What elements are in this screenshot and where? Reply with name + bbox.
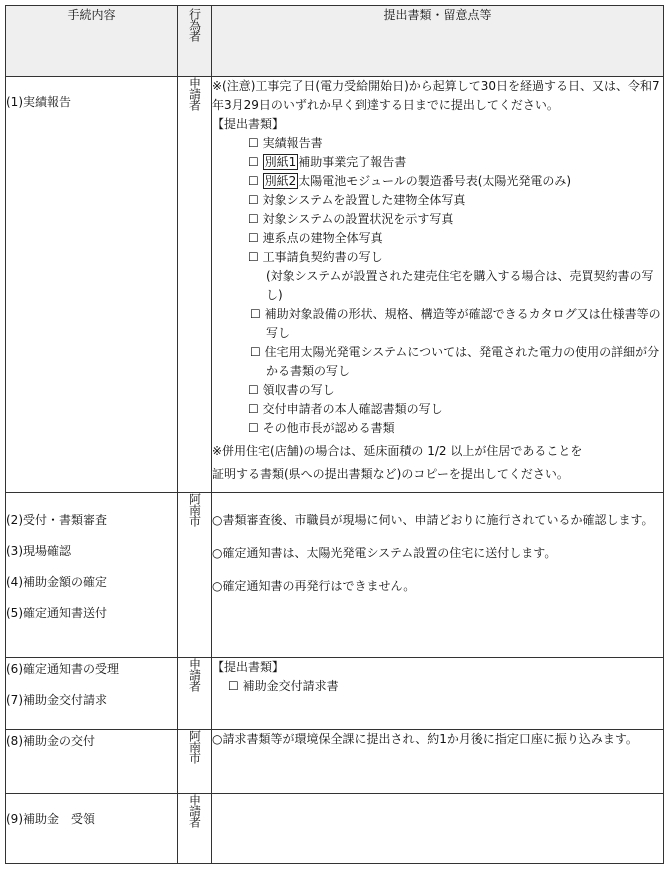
procedure-cell xyxy=(6,794,178,864)
doc-item: ☐ 対象システムを設置した建物全体写真 xyxy=(248,193,466,207)
table-row xyxy=(6,794,664,864)
doc-item: ☐ 住宅用太陽光発電システムについては、発電された電力の使用の詳細が分かる書類の写し xyxy=(250,345,660,378)
actor-cell xyxy=(178,493,212,658)
docs-heading: 【提出書類】 xyxy=(212,117,285,131)
procedure-cell xyxy=(6,77,178,493)
step-label: (8)補助金の交付 xyxy=(6,734,95,748)
step-label: (7)補助金交付請求 xyxy=(6,693,107,707)
actor-label: 阿南市 xyxy=(187,730,202,763)
table-row xyxy=(6,658,664,730)
actor-cell xyxy=(178,77,212,493)
doc-item: ☐ 実績報告書 xyxy=(248,136,323,150)
notice-note: ○確定通知書は、太陽光発電システム設置の住宅に送付します。 xyxy=(212,546,557,560)
documents-cell xyxy=(212,493,664,658)
documents-cell xyxy=(212,658,664,730)
step-label: (4)補助金額の確定 xyxy=(6,575,107,589)
actor-cell xyxy=(178,794,212,864)
actor-label: 申請者 xyxy=(187,794,202,827)
step-label: (9)補助金 受領 xyxy=(6,812,95,826)
step-label: (1)実績報告 xyxy=(6,95,71,109)
actor-label: 申請者 xyxy=(187,77,202,110)
doc-item: ☐ 対象システムの設置状況を示す写真 xyxy=(248,212,454,226)
table-header-row xyxy=(6,6,664,77)
step-label: (3)現場確認 xyxy=(6,544,71,558)
table-row xyxy=(6,77,664,493)
header-actor-text: 行為者 xyxy=(187,8,202,41)
doc-item: ☐ 別紙2 太陽電池モジュールの製造番号表(太陽光発電のみ) xyxy=(248,174,572,188)
header-documents: 提出書類・留意点等 xyxy=(212,6,664,77)
attachment-1-box: 別紙1 xyxy=(264,155,297,169)
actor-label: 申請者 xyxy=(187,658,202,691)
footnote: 証明する書類(県への提出書類など)のコピーを提出してください。 xyxy=(212,467,569,481)
header-procedure: 手続内容 xyxy=(6,6,178,77)
header-actor xyxy=(178,6,212,77)
step-label: (5)確定通知書送付 xyxy=(6,606,107,620)
step-label: (2)受付・書類審査 xyxy=(6,513,107,527)
procedure-cell xyxy=(6,658,178,730)
procedure-cell xyxy=(6,493,178,658)
doc-item: ☐ 交付申請者の本人確認書類の写し xyxy=(248,402,443,416)
reissue-note: ○確定通知書の再発行はできません。 xyxy=(212,579,416,593)
doc-item: ☐ 連系点の建物全体写真 xyxy=(248,231,383,245)
actor-label: 阿南市 xyxy=(187,493,202,526)
documents-cell xyxy=(212,730,664,794)
table-row xyxy=(6,730,664,794)
review-note: ○書類審査後、市職員が現場に伺い、申請どおりに施行されているか確認します。 xyxy=(212,513,654,527)
docs-heading: 【提出書類】 xyxy=(212,660,285,674)
procedure-table xyxy=(5,5,664,864)
documents-cell xyxy=(212,794,664,864)
doc-item: ☐ 別紙1 補助事業完了報告書 xyxy=(248,155,407,169)
doc-item: ☐ 補助金交付請求書 xyxy=(228,679,339,693)
table-row xyxy=(6,493,664,658)
doc-item: ☐ その他市長が認める書類 xyxy=(248,421,395,435)
deadline-note: ※(注意)工事完了日(電力受給開始日)から起算して30日を経過する日、又は、令和7年3月29日のいずれか早く到達する日までに提出してください。 xyxy=(212,79,660,112)
documents-cell xyxy=(212,77,664,493)
attachment-2-box: 別紙2 xyxy=(264,174,297,188)
doc-item: ☐ 領収書の写し xyxy=(248,383,335,397)
footnote: ※併用住宅(店舗)の場合は、延床面積の 1/2 以上が住居であることを xyxy=(212,444,583,458)
step-label: (6)確定通知書の受理 xyxy=(6,662,119,676)
transfer-note: ○請求書類等が環境保全課に提出され、約1か月後に指定口座に振り込みます。 xyxy=(212,732,638,746)
actor-cell xyxy=(178,730,212,794)
doc-item-sub: (対象システムが設置された建売住宅を購入する場合は、売買契約書の写し) xyxy=(266,269,654,302)
actor-cell xyxy=(178,658,212,730)
doc-item: ☐ 工事請負契約書の写し xyxy=(248,250,383,264)
doc-item: ☐ 補助対象設備の形状、規格、構造等が確認できるカタログ又は仕様書等の写し xyxy=(250,307,661,340)
procedure-cell xyxy=(6,730,178,794)
